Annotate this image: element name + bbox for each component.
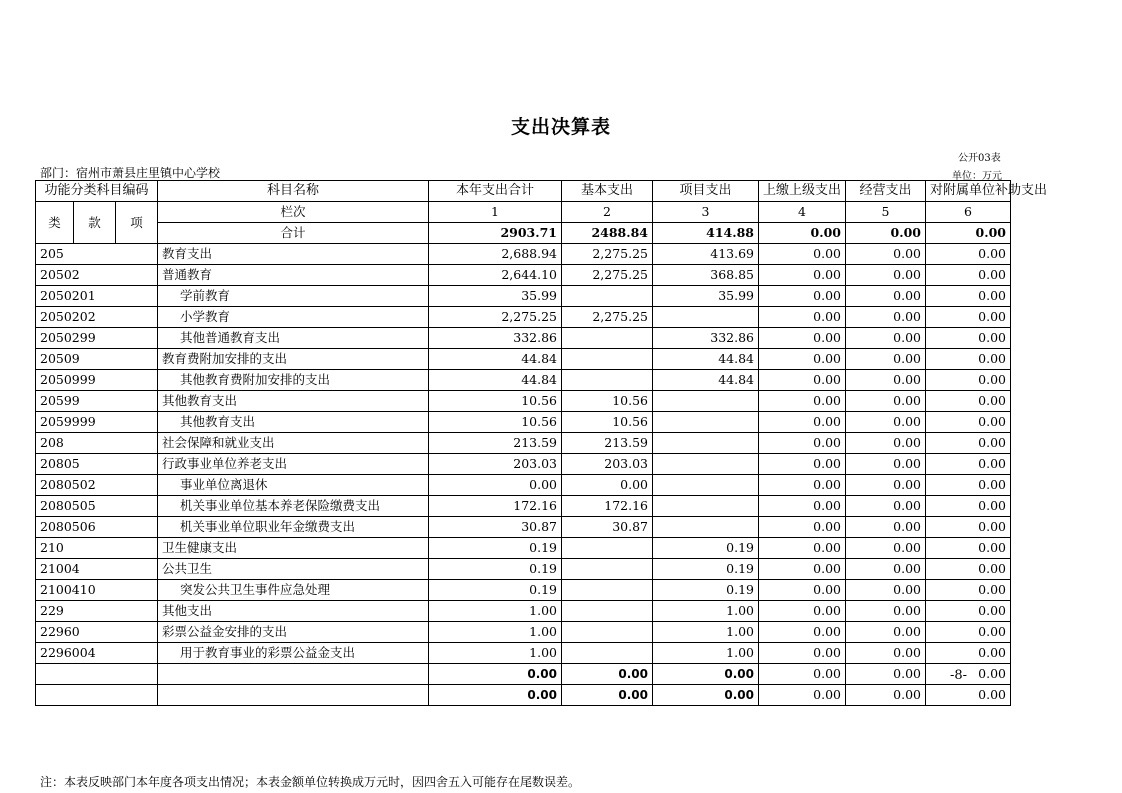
row-business: 0.00 [846, 433, 926, 454]
row-name: 小学教育 [158, 307, 429, 328]
row-project: 0.19 [653, 559, 759, 580]
row-business: 0.00 [846, 391, 926, 412]
table-row [36, 643, 1011, 664]
row-project: 1.00 [653, 643, 759, 664]
row-basic: 172.16 [562, 496, 653, 517]
row-name: 用于教育事业的彩票公益金支出 [158, 643, 429, 664]
row-basic: 10.56 [562, 412, 653, 433]
row-project [653, 391, 759, 412]
row-upper: 0.00 [759, 412, 846, 433]
row-code: 20502 [36, 265, 158, 286]
row-basic [562, 538, 653, 559]
row-name: 普通教育 [158, 265, 429, 286]
row-name: 学前教育 [158, 286, 429, 307]
row-code: 20599 [36, 391, 158, 412]
row-code: 2100410 [36, 580, 158, 601]
row-name: 行政事业单位养老支出 [158, 454, 429, 475]
row-upper: 0.00 [759, 622, 846, 643]
row-name: 突发公共卫生事件应急处理 [158, 580, 429, 601]
row-total: 332.86 [429, 328, 562, 349]
row-project: 0.19 [653, 538, 759, 559]
page-title: 支出决算表 [510, 116, 611, 138]
row-project: 1.00 [653, 601, 759, 622]
row-project: 0.19 [653, 580, 759, 601]
table-row [36, 580, 1011, 601]
header-project: 项目支出 [653, 181, 759, 202]
header-subsidy: 对附属单位补助支出 [926, 181, 1011, 202]
row-business: 0.00 [846, 517, 926, 538]
row-basic: 213.59 [562, 433, 653, 454]
row-project [653, 433, 759, 454]
total-business: 0.00 [846, 223, 926, 244]
row-code: 2050202 [36, 307, 158, 328]
row-subsidy: 0.00 [926, 580, 1011, 601]
table-row [36, 601, 1011, 622]
row-code [36, 685, 158, 706]
row-project: 413.69 [653, 244, 759, 265]
row-code: 208 [36, 433, 158, 454]
row-project [653, 412, 759, 433]
blank-basic: 0.00 [562, 685, 653, 706]
row-upper: 0.00 [759, 307, 846, 328]
row-total: 0.19 [429, 559, 562, 580]
row-upper: 0.00 [759, 349, 846, 370]
row-subsidy: 0.00 [926, 349, 1011, 370]
row-name: 公共卫生 [158, 559, 429, 580]
row-name: 事业单位离退休 [158, 475, 429, 496]
header-kuan: 款 [74, 202, 116, 244]
total-subsidy: 0.00 [926, 223, 1011, 244]
column-index: 6 [926, 202, 1011, 223]
blank-upper: 0.00 [759, 685, 846, 706]
row-total: 2,644.10 [429, 265, 562, 286]
column-index: 2 [562, 202, 653, 223]
blank-project: 0.00 [653, 685, 759, 706]
blank-business: 0.00 [846, 664, 926, 685]
header-code: 功能分类科目编码 [36, 181, 158, 202]
row-name: 其他教育费附加安排的支出 [158, 370, 429, 391]
row-subsidy: 0.00 [926, 307, 1011, 328]
row-subsidy: 0.00 [926, 328, 1011, 349]
row-total: 0.19 [429, 538, 562, 559]
table-row [36, 475, 1011, 496]
row-project: 332.86 [653, 328, 759, 349]
row-subsidy: 0.00 [926, 265, 1011, 286]
row-basic [562, 643, 653, 664]
total-row [36, 223, 1011, 244]
row-name: 教育费附加安排的支出 [158, 349, 429, 370]
row-upper: 0.00 [759, 601, 846, 622]
row-code: 210 [36, 538, 158, 559]
row-code: 20805 [36, 454, 158, 475]
row-business: 0.00 [846, 559, 926, 580]
row-upper: 0.00 [759, 580, 846, 601]
table-row [36, 517, 1011, 538]
blank-subsidy: 0.00 [926, 664, 1011, 685]
header-total: 本年支出合计 [429, 181, 562, 202]
blank-basic: 0.00 [562, 664, 653, 685]
header-lei: 类 [36, 202, 74, 244]
row-subsidy: 0.00 [926, 601, 1011, 622]
footnote: 注：本表反映部门本年度各项支出情况；本表金额单位转换成万元时，因四舍五入可能存在尾数误差。 [40, 775, 581, 789]
row-upper: 0.00 [759, 286, 846, 307]
row-name: 教育支出 [158, 244, 429, 265]
row-total: 172.16 [429, 496, 562, 517]
row-project [653, 454, 759, 475]
row-code: 2296004 [36, 643, 158, 664]
department-label: 部门：宿州市萧县庄里镇中心学校 [40, 166, 221, 180]
row-name: 机关事业单位职业年金缴费支出 [158, 517, 429, 538]
row-total: 10.56 [429, 391, 562, 412]
row-project [653, 475, 759, 496]
row-total: 30.87 [429, 517, 562, 538]
row-business: 0.00 [846, 601, 926, 622]
row-basic [562, 580, 653, 601]
row-business: 0.00 [846, 475, 926, 496]
row-project: 44.84 [653, 370, 759, 391]
row-project: 1.00 [653, 622, 759, 643]
table-row [36, 286, 1011, 307]
blank-project: 0.00 [653, 664, 759, 685]
column-index-label: 栏次 [158, 202, 429, 223]
row-subsidy: 0.00 [926, 643, 1011, 664]
row-subsidy: 0.00 [926, 622, 1011, 643]
blank-row [36, 685, 1011, 706]
row-name: 其他普通教育支出 [158, 328, 429, 349]
row-total: 213.59 [429, 433, 562, 454]
table-row [36, 391, 1011, 412]
row-business: 0.00 [846, 349, 926, 370]
header-row [36, 181, 1011, 202]
row-code: 21004 [36, 559, 158, 580]
total-total: 2903.71 [429, 223, 562, 244]
row-upper: 0.00 [759, 475, 846, 496]
row-business: 0.00 [846, 643, 926, 664]
row-subsidy: 0.00 [926, 538, 1011, 559]
total-upper: 0.00 [759, 223, 846, 244]
row-code: 20509 [36, 349, 158, 370]
row-subsidy: 0.00 [926, 433, 1011, 454]
row-basic: 203.03 [562, 454, 653, 475]
row-business: 0.00 [846, 307, 926, 328]
row-code: 2050999 [36, 370, 158, 391]
blank-total: 0.00 [429, 685, 562, 706]
table-row [36, 307, 1011, 328]
row-total: 2,275.25 [429, 307, 562, 328]
row-subsidy: 0.00 [926, 496, 1011, 517]
expenditure-table [35, 180, 1048, 706]
row-code: 2050299 [36, 328, 158, 349]
row-subsidy: 0.00 [926, 475, 1011, 496]
row-project [653, 496, 759, 517]
header-business: 经营支出 [846, 181, 926, 202]
row-basic [562, 622, 653, 643]
row-business: 0.00 [846, 370, 926, 391]
row-total: 35.99 [429, 286, 562, 307]
row-total: 44.84 [429, 349, 562, 370]
row-subsidy: 0.00 [926, 559, 1011, 580]
row-total: 1.00 [429, 601, 562, 622]
row-name: 彩票公益金安排的支出 [158, 622, 429, 643]
row-code [36, 664, 158, 685]
row-subsidy: 0.00 [926, 391, 1011, 412]
row-upper: 0.00 [759, 391, 846, 412]
row-business: 0.00 [846, 538, 926, 559]
row-subsidy: 0.00 [926, 370, 1011, 391]
header-basic: 基本支出 [562, 181, 653, 202]
row-business: 0.00 [846, 580, 926, 601]
unit-label: 单位：万元 [952, 171, 1002, 182]
blank-subsidy: 0.00 [926, 685, 1011, 706]
row-upper: 0.00 [759, 496, 846, 517]
row-code: 22960 [36, 622, 158, 643]
total-label: 合计 [158, 223, 429, 244]
row-basic [562, 559, 653, 580]
row-upper: 0.00 [759, 244, 846, 265]
table-row [36, 622, 1011, 643]
row-basic: 2,275.25 [562, 265, 653, 286]
row-subsidy: 0.00 [926, 517, 1011, 538]
row-name: 机关事业单位基本养老保险缴费支出 [158, 496, 429, 517]
row-business: 0.00 [846, 454, 926, 475]
row-name: 其他支出 [158, 601, 429, 622]
row-business: 0.00 [846, 265, 926, 286]
table-row [36, 265, 1011, 286]
total-basic: 2488.84 [562, 223, 653, 244]
row-subsidy: 0.00 [926, 454, 1011, 475]
row-upper: 0.00 [759, 265, 846, 286]
row-project [653, 517, 759, 538]
total-project: 414.88 [653, 223, 759, 244]
row-business: 0.00 [846, 496, 926, 517]
row-name [158, 685, 429, 706]
row-name: 社会保障和就业支出 [158, 433, 429, 454]
row-total: 203.03 [429, 454, 562, 475]
table-row [36, 538, 1011, 559]
row-total: 0.00 [429, 475, 562, 496]
table-row [36, 328, 1011, 349]
row-basic: 30.87 [562, 517, 653, 538]
table-row [36, 412, 1011, 433]
row-total: 1.00 [429, 643, 562, 664]
blank-total: 0.00 [429, 664, 562, 685]
row-total: 0.19 [429, 580, 562, 601]
row-business: 0.00 [846, 328, 926, 349]
row-basic [562, 601, 653, 622]
column-index: 5 [846, 202, 926, 223]
row-upper: 0.00 [759, 454, 846, 475]
row-code: 2080502 [36, 475, 158, 496]
row-upper: 0.00 [759, 559, 846, 580]
row-total: 10.56 [429, 412, 562, 433]
row-project: 368.85 [653, 265, 759, 286]
table-row [36, 433, 1011, 454]
row-name: 其他教育支出 [158, 412, 429, 433]
row-business: 0.00 [846, 622, 926, 643]
row-subsidy: 0.00 [926, 412, 1011, 433]
row-code: 2080506 [36, 517, 158, 538]
row-upper: 0.00 [759, 517, 846, 538]
row-business: 0.00 [846, 286, 926, 307]
row-basic: 0.00 [562, 475, 653, 496]
form-number: 公开03表 [958, 153, 1001, 164]
row-basic [562, 286, 653, 307]
row-total: 2,688.94 [429, 244, 562, 265]
column-index: 3 [653, 202, 759, 223]
row-name [158, 664, 429, 685]
row-basic: 10.56 [562, 391, 653, 412]
row-total: 44.84 [429, 370, 562, 391]
header-upper: 上缴上级支出 [759, 181, 846, 202]
header-name: 科目名称 [158, 181, 429, 202]
row-basic: 2,275.25 [562, 307, 653, 328]
row-basic: 2,275.25 [562, 244, 653, 265]
row-basic [562, 328, 653, 349]
row-basic [562, 349, 653, 370]
row-business: 0.00 [846, 412, 926, 433]
table-row [36, 244, 1011, 265]
table-row [36, 349, 1011, 370]
header-xiang: 项 [116, 202, 158, 244]
column-index-row [36, 202, 1011, 223]
table-row [36, 496, 1011, 517]
row-name: 卫生健康支出 [158, 538, 429, 559]
row-subsidy: 0.00 [926, 286, 1011, 307]
row-upper: 0.00 [759, 538, 846, 559]
row-total: 1.00 [429, 622, 562, 643]
row-code: 229 [36, 601, 158, 622]
table-row [36, 559, 1011, 580]
blank-upper: 0.00 [759, 664, 846, 685]
blank-business: 0.00 [846, 685, 926, 706]
row-subsidy: 0.00 [926, 244, 1011, 265]
page-number-mark: -8- [950, 668, 968, 683]
row-upper: 0.00 [759, 370, 846, 391]
column-index: 4 [759, 202, 846, 223]
table-row [36, 370, 1011, 391]
row-basic [562, 370, 653, 391]
blank-row [36, 664, 1011, 685]
row-business: 0.00 [846, 244, 926, 265]
row-project [653, 307, 759, 328]
column-index: 1 [429, 202, 562, 223]
row-upper: 0.00 [759, 643, 846, 664]
row-code: 2080505 [36, 496, 158, 517]
row-code: 205 [36, 244, 158, 265]
row-code: 2059999 [36, 412, 158, 433]
row-upper: 0.00 [759, 328, 846, 349]
row-upper: 0.00 [759, 433, 846, 454]
table-row [36, 454, 1011, 475]
row-project: 35.99 [653, 286, 759, 307]
row-name: 其他教育支出 [158, 391, 429, 412]
row-code: 2050201 [36, 286, 158, 307]
row-project: 44.84 [653, 349, 759, 370]
